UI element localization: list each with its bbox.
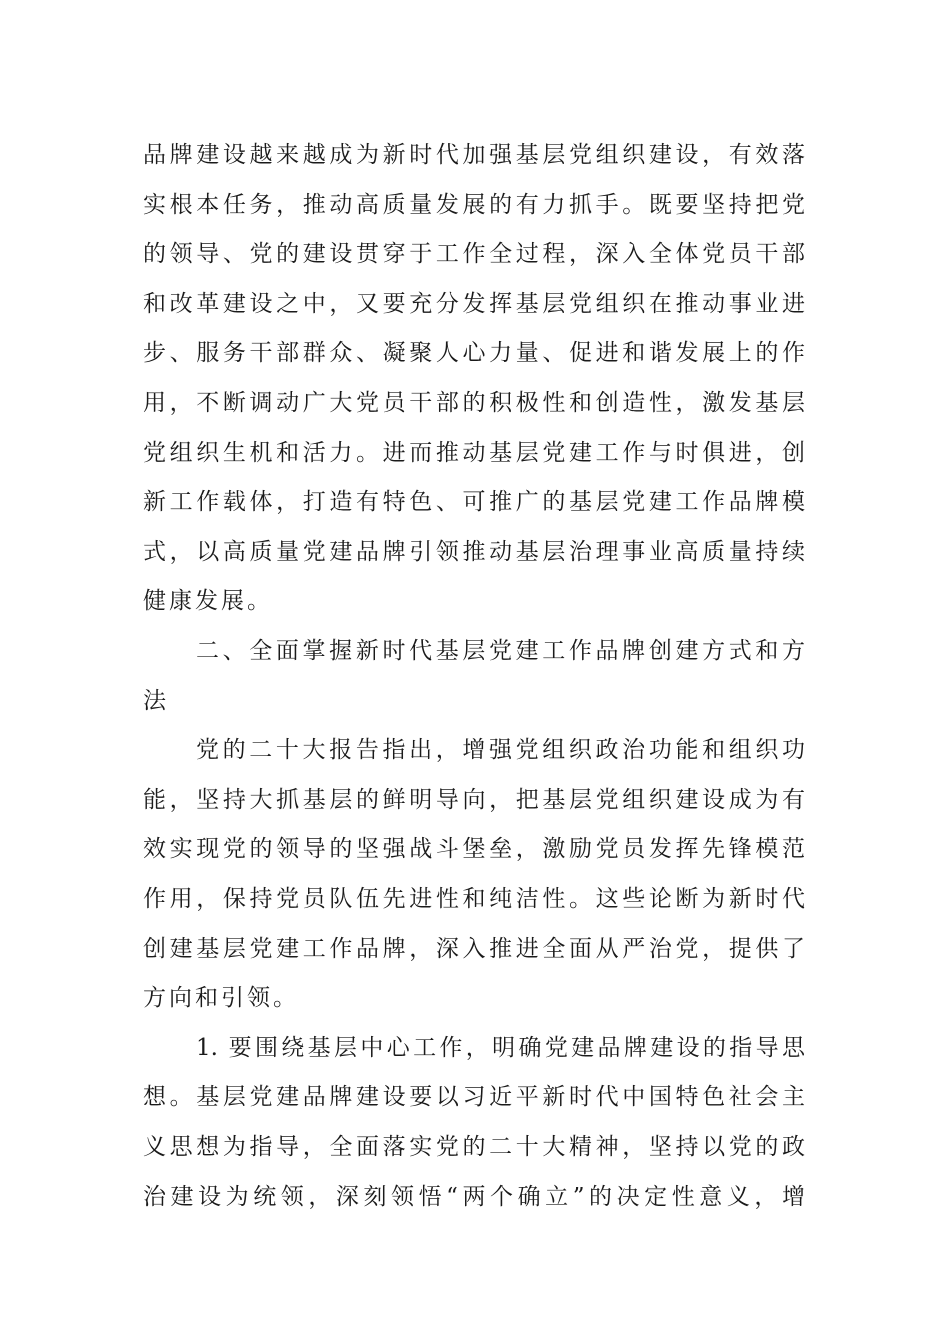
text-line: 健康发展。 bbox=[143, 588, 273, 615]
text-line: 能，坚持大抓基层的鲜明导向，把基层党组织建设成为有 bbox=[143, 786, 805, 813]
text-line: 党组织生机和活力。进而推动基层党建工作与时俱进，创 bbox=[143, 439, 805, 466]
text-line: 效实现党的领导的坚强战斗堡垒，激励党员发挥先锋模范 bbox=[143, 836, 805, 863]
text-line: 步、服务干部群众、凝聚人心力量、促进和谐发展上的作 bbox=[143, 340, 805, 367]
text-line: 式，以高质量党建品牌引领推动基层治理事业高质量持续 bbox=[143, 538, 805, 565]
text-line: 治建设为统领，深刻领悟“两个确立”的决定性意义，增 bbox=[143, 1183, 805, 1210]
text-line: 想。基层党建品牌建设要以习近平新时代中国特色社会主 bbox=[143, 1084, 805, 1111]
text-line: 品牌建设越来越成为新时代加强基层党组织建设，有效落 bbox=[143, 142, 805, 168]
text-line: 新工作载体，打造有特色、可推广的基层党建工作品牌模 bbox=[143, 489, 805, 516]
text-line: 1. 要围绕基层中心工作，明确党建品牌建设的指导思 bbox=[196, 1034, 805, 1061]
text-line: 用，不断调动广大党员干部的积极性和创造性，激发基层 bbox=[143, 390, 805, 416]
text-line: 党的二十大报告指出，增强党组织政治功能和组织功 bbox=[196, 737, 805, 764]
text-line: 义思想为指导，全面落实党的二十大精神，坚持以党的政 bbox=[143, 1134, 805, 1160]
text-line: 二、全面掌握新时代基层党建工作品牌创建方式和方 bbox=[196, 638, 805, 664]
text-line: 和改革建设之中，又要充分发挥基层党组织在推动事业进 bbox=[143, 290, 805, 317]
text-line: 作用，保持党员队伍先进性和纯洁性。这些论断为新时代 bbox=[143, 886, 805, 912]
text-line: 方向和引领。 bbox=[143, 985, 299, 1012]
text-line: 创建基层党建工作品牌，深入推进全面从严治党，提供了 bbox=[143, 935, 805, 962]
text-line: 实根本任务，推动高质量发展的有力抓手。既要坚持把党 bbox=[143, 191, 805, 218]
text-line: 的领导、党的建设贯穿于工作全过程，深入全体党员干部 bbox=[143, 241, 805, 268]
text-line: 法 bbox=[143, 687, 169, 714]
